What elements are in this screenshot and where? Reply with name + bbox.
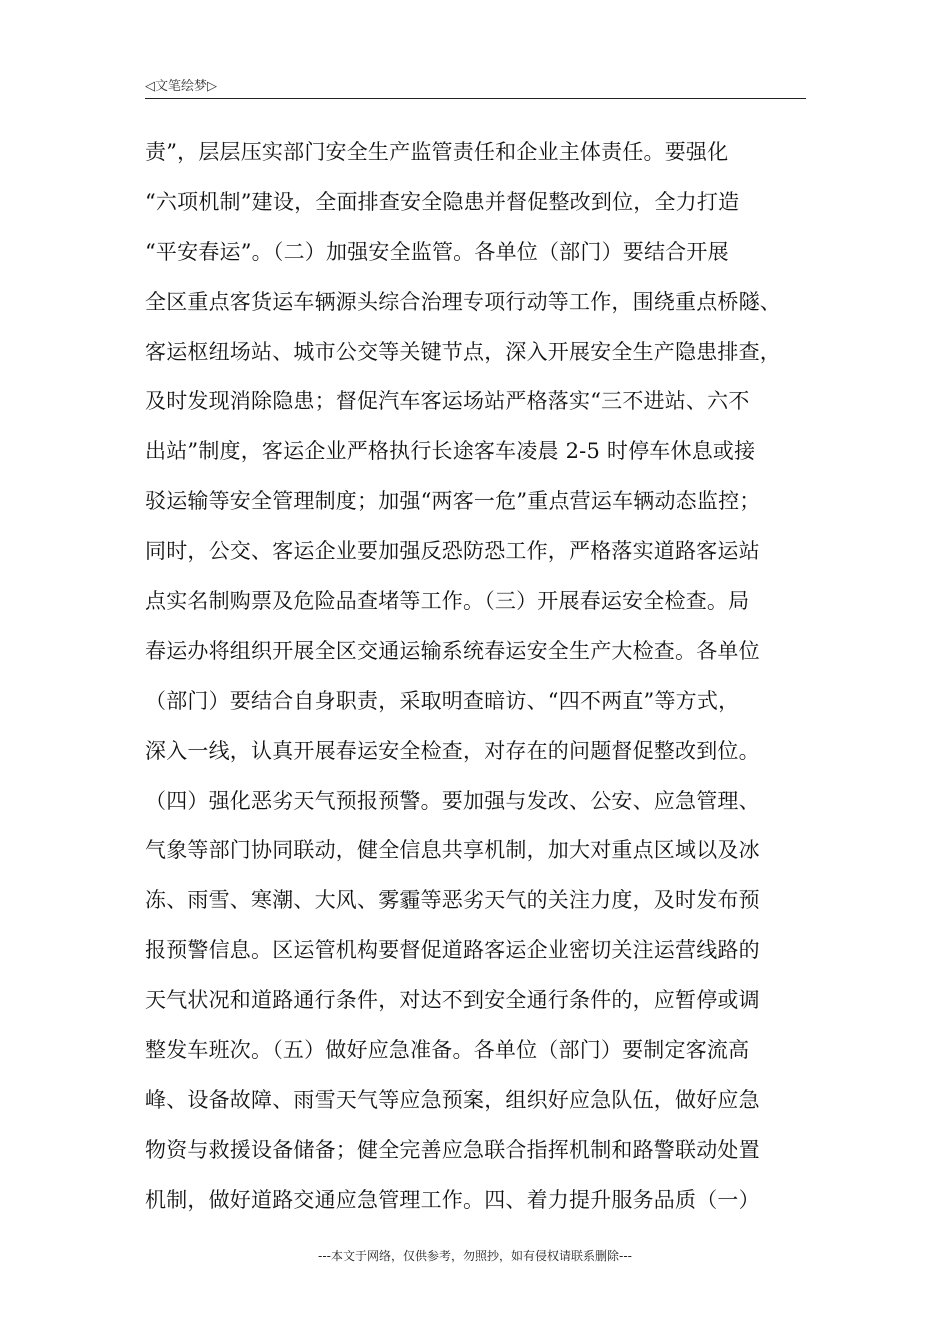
body-line: 物资与救援设备储备；健全完善应急联合指挥机制和路警联动处置 — [145, 1137, 760, 1162]
body-line: 全区重点客货运车辆源头综合治理专项行动等工作，围绕重点桥隧、 — [145, 289, 781, 314]
body-line: 责”，层层压实部门安全生产监管责任和企业主体责任。要强化 — [145, 140, 729, 164]
body-line: 报预警信息。区运管机构要督促道路客运企业密切关注运营线路的 — [145, 938, 760, 963]
body-line: 出站”制度，客运企业严格执行长途客车凌晨 2-5 时停车休息或接 — [145, 439, 756, 464]
body-line: 及时发现消除隐患；督促汽车客运场站严格落实“三不进站、六不 — [145, 389, 750, 414]
body-line: 同时，公交、客运企业要加强反恐防恐工作，严格落实道路客运站 — [145, 539, 760, 564]
header-title: ◁文笔绘梦▷ — [145, 79, 217, 94]
body-line: 峰、设备故障、雨雪天气等应急预案，组织好应急队伍，做好应急 — [145, 1087, 760, 1112]
body-line: （部门）要结合自身职责，采取明查暗访、“四不两直”等方式， — [145, 688, 740, 713]
body-line: （四）强化恶劣天气预报预警。要加强与发改、公安、应急管理、 — [145, 788, 760, 813]
body-line: 驳运输等安全管理制度；加强“两客一危”重点营运车辆动态监控； — [145, 489, 761, 514]
document-body — [145, 128, 825, 1226]
body-line: 整发车班次。（五）做好应急准备。各单位（部门）要制定客流高 — [145, 1038, 750, 1063]
page-header — [145, 74, 806, 99]
body-line: 春运办将组织开展全区交通运输系统春运安全生产大检查。各单位 — [145, 638, 760, 663]
body-line: 机制，做好道路交通应急管理工作。四、着力提升服务品质（一） — [145, 1187, 760, 1212]
body-line: 客运枢纽场站、城市公交等关键节点，深入开展安全生产隐患排查， — [145, 339, 781, 364]
body-line: 点实名制购票及危险品查堵等工作。（三）开展春运安全检查。局 — [145, 589, 750, 614]
body-line: “六项机制”建设，全面排查安全隐患并督促整改到位，全力打造 — [145, 189, 740, 214]
body-line: “平安春运”。（二）加强安全监管。各单位（部门）要结合开展 — [145, 239, 729, 264]
body-line: 冻、雨雪、寒潮、大风、雾霾等恶劣天气的关注力度，及时发布预 — [145, 888, 760, 913]
page-footer: ---本文于网络，仅供参考，勿照抄，如有侵权请联系删除--- — [318, 1249, 632, 1263]
body-line: 天气状况和道路通行条件，对达不到安全通行条件的，应暂停或调 — [145, 988, 760, 1013]
body-line: 气象等部门协同联动，健全信息共享机制，加大对重点区域以及冰 — [145, 838, 760, 863]
body-line: 深入一线，认真开展春运安全检查，对存在的问题督促整改到位。 — [145, 738, 760, 763]
